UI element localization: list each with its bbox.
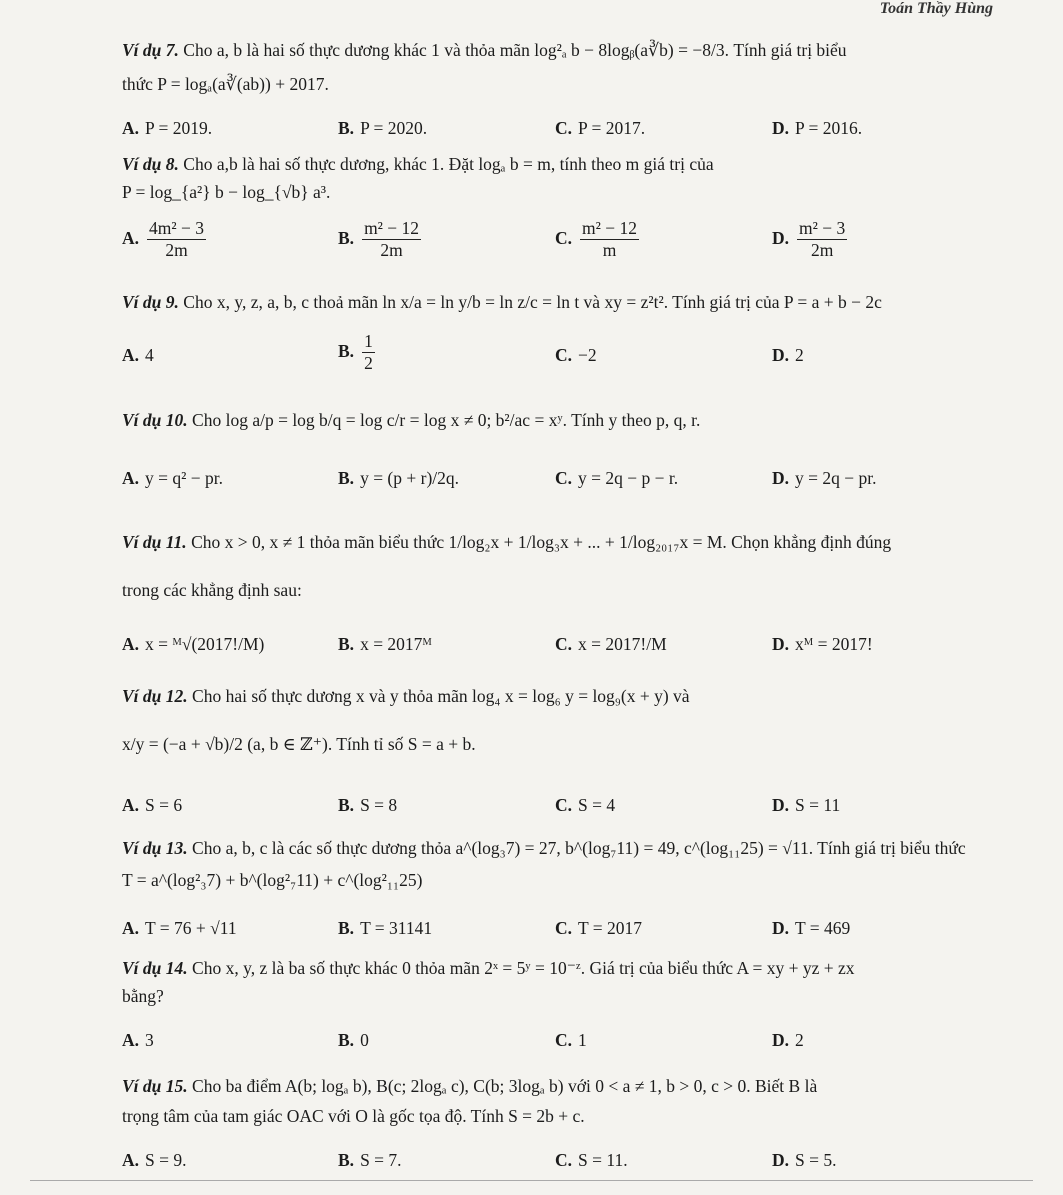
option-letter: C.: [555, 1030, 573, 1050]
option-text: 1: [578, 1030, 587, 1050]
answer-option[interactable]: [338, 634, 432, 655]
option-letter: C.: [555, 1150, 573, 1170]
option-text: S = 6: [145, 795, 183, 815]
answer-option[interactable]: [338, 331, 377, 374]
example-text: T = a^(log²₃7) + b^(log²₇11) + c^(log²₁₁25): [122, 870, 423, 890]
example-line: [122, 530, 1043, 554]
option-letter: B.: [338, 340, 355, 361]
answer-option[interactable]: [555, 118, 645, 139]
fraction-denominator: 2m: [165, 240, 188, 260]
answer-option[interactable]: [555, 218, 641, 261]
example-line: [122, 868, 1043, 892]
example-text: Cho a,b là hai số thực dương, khác 1. Đặt logₐ b = m, tính theo m giá trị của: [183, 154, 714, 174]
example-line: [122, 836, 1043, 860]
example-line: [122, 578, 1043, 602]
option-text: S = 11: [795, 795, 841, 815]
fraction-numerator: 1: [364, 331, 373, 351]
bottom-divider: [30, 1180, 1033, 1181]
option-text: x = 2017!/M: [578, 634, 667, 654]
option-text: −2: [578, 345, 597, 365]
fraction-numerator: 4m² − 3: [149, 218, 204, 238]
example-text: bằng?: [122, 986, 164, 1006]
answer-option[interactable]: [122, 118, 212, 139]
answer-option[interactable]: [555, 1030, 587, 1051]
option-letter: A.: [122, 1150, 140, 1170]
option-text: S = 8: [360, 795, 398, 815]
example-label: Ví dụ 10.: [122, 410, 188, 430]
answer-option[interactable]: [772, 345, 804, 366]
answer-option[interactable]: [122, 634, 264, 655]
example-line: [122, 180, 1043, 204]
option-text: T = 2017: [578, 918, 643, 938]
option-letter: B.: [338, 918, 355, 938]
example-label: Ví dụ 8.: [122, 154, 179, 174]
option-letter: A.: [122, 918, 140, 938]
option-letter: D.: [772, 227, 790, 248]
answer-option[interactable]: [772, 118, 862, 139]
option-letter: A.: [122, 345, 140, 365]
fraction-numerator: m² − 12: [582, 218, 637, 238]
answer-option[interactable]: [338, 918, 432, 939]
example-text: Cho log a/p = log b/q = log c/r = log x ≠ 0; b²/ac = xʸ. Tính y theo p, q, r.: [192, 410, 701, 430]
option-letter: C.: [555, 468, 573, 488]
option-letter: B.: [338, 468, 355, 488]
option-text: y = 2q − pr.: [795, 468, 877, 488]
example-line: [122, 72, 1043, 96]
option-text: x = 2017ᴹ: [360, 634, 432, 654]
option-letter: B.: [338, 795, 355, 815]
option-letter: B.: [338, 634, 355, 654]
answer-option[interactable]: [122, 1030, 154, 1051]
option-text: S = 9.: [145, 1150, 187, 1170]
option-letter: A.: [122, 468, 140, 488]
answer-option[interactable]: [555, 634, 667, 655]
option-text: S = 5.: [795, 1150, 837, 1170]
answer-option[interactable]: [772, 218, 849, 261]
example-line: [122, 684, 1043, 708]
option-letter: B.: [338, 1150, 355, 1170]
example-text: Cho a, b là hai số thực dương khác 1 và thỏa mãn log²ₐ b − 8logᵦ(a∛b) = −8/3. Tính giá trị biểu: [183, 40, 847, 60]
answer-option[interactable]: [338, 118, 427, 139]
option-text: P = 2017.: [578, 118, 646, 138]
option-letter: B.: [338, 1030, 355, 1050]
example-line: [122, 1074, 1043, 1098]
example-text: P = log_{a²} b − log_{√b} a³.: [122, 182, 331, 202]
option-letter: C.: [555, 795, 573, 815]
option-letter: D.: [772, 918, 790, 938]
option-text: 4: [145, 345, 154, 365]
example-text: x/y = (−a + √b)/2 (a, b ∈ ℤ⁺). Tính tỉ số S = a + b.: [122, 734, 476, 754]
option-letter: D.: [772, 468, 790, 488]
option-fraction: [147, 218, 206, 261]
example-line: [122, 290, 1043, 314]
answer-option[interactable]: [338, 1150, 402, 1171]
answer-option[interactable]: [555, 1150, 628, 1171]
option-text: y = q² − pr.: [145, 468, 223, 488]
fraction-numerator: m² − 3: [799, 218, 846, 238]
option-fraction: [797, 218, 847, 261]
option-letter: C.: [555, 345, 573, 365]
fraction-denominator: 2m: [380, 240, 403, 260]
option-letter: D.: [772, 345, 790, 365]
answer-option[interactable]: [122, 1150, 187, 1171]
example-label: Ví dụ 13.: [122, 838, 188, 858]
option-text: P = 2019.: [145, 118, 213, 138]
example-line: [122, 732, 1043, 756]
option-letter: A.: [122, 1030, 140, 1050]
example-label: Ví dụ 12.: [122, 686, 188, 706]
option-text: 3: [145, 1030, 154, 1050]
answer-option[interactable]: [338, 468, 459, 489]
answer-option[interactable]: [122, 795, 182, 816]
option-text: x = ᴹ√(2017!/M): [145, 634, 265, 654]
answer-option[interactable]: [772, 918, 850, 939]
answer-option[interactable]: [772, 634, 873, 655]
option-letter: A.: [122, 795, 140, 815]
answer-option[interactable]: [338, 1030, 369, 1051]
option-text: y = (p + r)/2q.: [360, 468, 460, 488]
option-letter: A.: [122, 227, 140, 248]
option-text: y = 2q − p − r.: [578, 468, 679, 488]
option-text: T = 31141: [360, 918, 433, 938]
answer-option[interactable]: [555, 795, 615, 816]
option-text: P = 2020.: [360, 118, 428, 138]
option-text: 0: [360, 1030, 369, 1050]
example-line: [122, 984, 1043, 1008]
option-letter: C.: [555, 918, 573, 938]
option-letter: B.: [338, 118, 355, 138]
example-line: [122, 1104, 1043, 1128]
answer-option[interactable]: [122, 218, 208, 261]
option-letter: A.: [122, 634, 140, 654]
example-label: Ví dụ 14.: [122, 958, 188, 978]
option-text: T = 469: [795, 918, 851, 938]
option-letter: D.: [772, 634, 790, 654]
example-line: [122, 152, 1043, 176]
example-text: Cho x, y, z, a, b, c thoả mãn ln x/a = ln y/b = ln z/c = ln t và xy = z²t². Tính giá trị của P = a + b − 2c: [183, 292, 882, 312]
answer-option[interactable]: [122, 918, 237, 939]
fraction-numerator: m² − 12: [364, 218, 420, 238]
option-letter: D.: [772, 1150, 790, 1170]
example-label: Ví dụ 7.: [122, 40, 179, 60]
option-letter: D.: [772, 1030, 790, 1050]
answer-option[interactable]: [555, 345, 597, 366]
option-text: xᴹ = 2017!: [795, 634, 873, 654]
example-text: trọng tâm của tam giác OAC với O là gốc tọa độ. Tính S = 2b + c.: [122, 1106, 585, 1126]
answer-option[interactable]: [772, 795, 840, 816]
option-fraction: [362, 331, 375, 374]
example-line: [122, 408, 1043, 432]
answer-option[interactable]: [338, 795, 397, 816]
example-line: [122, 38, 1043, 62]
option-text: T = 76 + √11: [145, 918, 237, 938]
example-text: trong các khẳng định sau:: [122, 580, 302, 600]
fraction-denominator: m: [602, 240, 617, 260]
answer-option[interactable]: [772, 468, 877, 489]
example-label: Ví dụ 15.: [122, 1076, 188, 1096]
example-label: Ví dụ 9.: [122, 292, 179, 312]
option-fraction: [580, 218, 639, 261]
option-letter: C.: [555, 634, 573, 654]
example-line: [122, 956, 1043, 980]
answer-option[interactable]: [122, 468, 223, 489]
option-text: 2: [795, 345, 804, 365]
option-text: P = 2016.: [795, 118, 863, 138]
answer-option[interactable]: [772, 1150, 837, 1171]
answer-option[interactable]: [338, 218, 423, 261]
option-letter: D.: [772, 118, 790, 138]
option-letter: D.: [772, 795, 790, 815]
example-label: Ví dụ 11.: [122, 532, 187, 552]
example-text: Cho a, b, c là các số thực dương thỏa a^(log₃7) = 27, b^(log₇11) = 49, c^(log₁₁25) = √11. Tính giá trị biểu thức: [192, 838, 966, 858]
fraction-denominator: 2: [364, 353, 373, 373]
example-text: Cho x > 0, x ≠ 1 thỏa mãn biểu thức 1/log₂x + 1/log₃x + ... + 1/log₂₀₁₇x = M. Chọn khẳng định đúng: [191, 532, 892, 552]
example-text: Cho x, y, z là ba số thực khác 0 thỏa mãn 2ˣ = 5ʸ = 10⁻ᶻ. Giá trị của biểu thức A = xy + yz + zx: [192, 958, 855, 978]
example-text: Cho hai số thực dương x và y thỏa mãn log₄ x = log₆ y = log₉(x + y) và: [192, 686, 690, 706]
option-text: S = 4: [578, 795, 616, 815]
fraction-denominator: 2m: [810, 240, 834, 260]
answer-option[interactable]: [555, 918, 642, 939]
option-letter: C.: [555, 227, 573, 248]
answer-option[interactable]: [555, 468, 678, 489]
option-letter: A.: [122, 118, 140, 138]
page-header: Toán Thầy Hùng: [879, 0, 993, 17]
answer-option[interactable]: [122, 345, 154, 366]
option-letter: B.: [338, 227, 355, 248]
option-text: S = 11.: [578, 1150, 628, 1170]
answer-option[interactable]: [772, 1030, 804, 1051]
option-fraction: [362, 218, 421, 261]
example-text: Cho ba điểm A(b; logₐ b), B(c; 2logₐ c), C(b; 3logₐ b) với 0 < a ≠ 1, b > 0, c > 0. Biết B là: [192, 1076, 818, 1096]
option-letter: C.: [555, 118, 573, 138]
option-text: S = 7.: [360, 1150, 402, 1170]
option-text: 2: [795, 1030, 804, 1050]
example-text: thức P = logₐ(a∛(ab)) + 2017.: [122, 74, 329, 94]
